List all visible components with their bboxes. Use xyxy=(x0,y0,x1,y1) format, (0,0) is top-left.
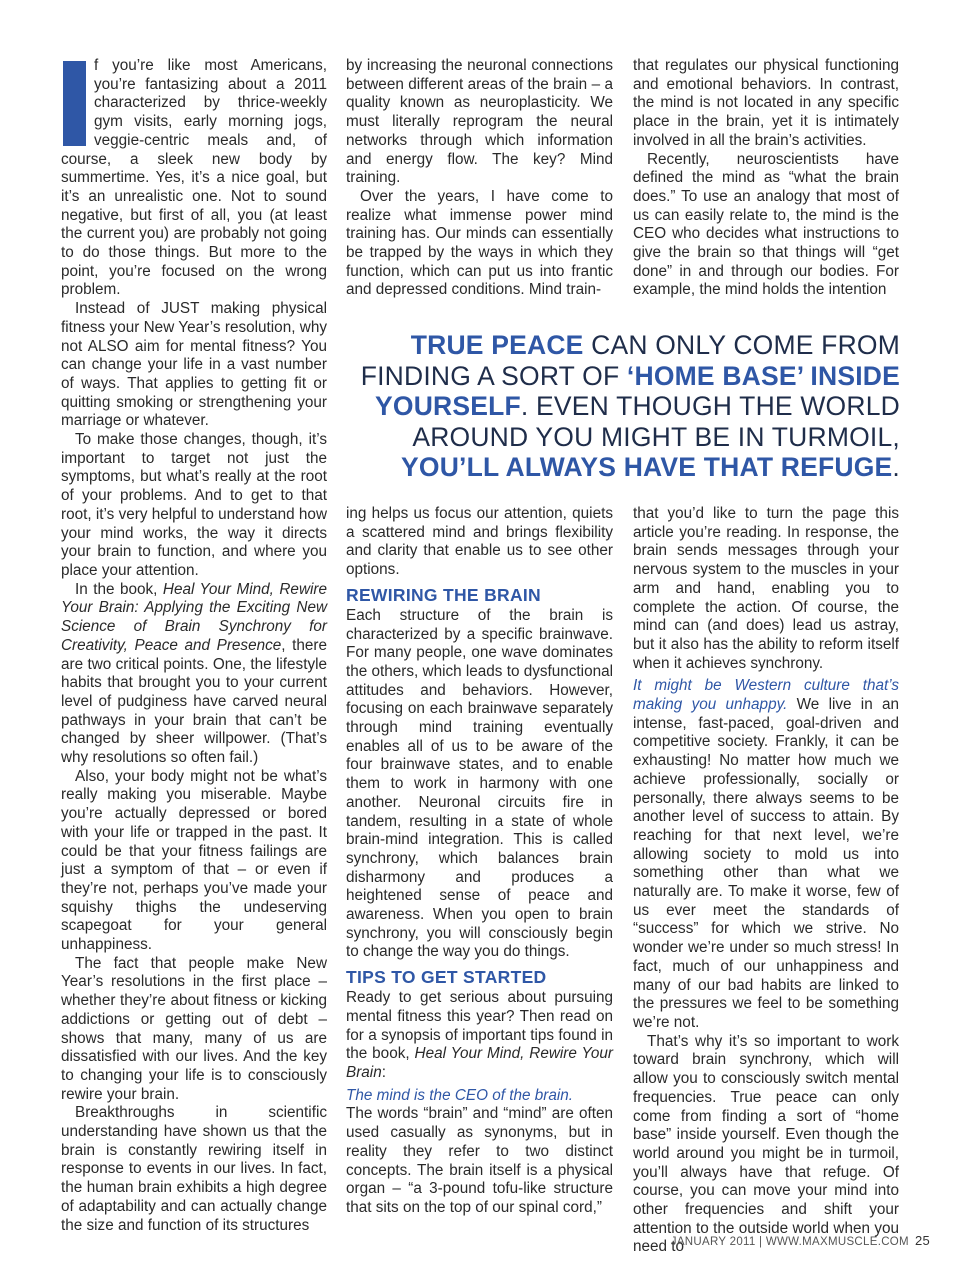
paragraph: that regulates our physical functioning and emotional behaviors. In contrast, the mind is not located in any specific place in the brain, yet it is intimately involved in all the brain’s activities. xyxy=(633,57,899,149)
pull-quote-bold: TRUE PEACE xyxy=(410,330,584,360)
section-heading: TIPS TO GET STARTED xyxy=(346,967,547,988)
paragraph: ing helps us focus our attention, quiets a scattered mind and brings flexibility and clarity that enable us to see other options. xyxy=(346,505,613,579)
pull-quote xyxy=(346,330,900,483)
article-column-1 xyxy=(61,57,327,1234)
paragraph: Breakthroughs in scientific understanding have shown us that the brain is constantly rewiring itself in response to events in our lives. In fact, the human brain exhibits a high degree of adaptability and can actually change the size and function of its structures xyxy=(61,1104,327,1234)
paragraph: Also, your body might not be what’s really making you miserable. Maybe you’re actually depressed or bored with your life or trapped in the past. It could be that your fitness failings are just a symptom of that – or even if they’re not, perhaps you’ve made your squishy thighs the undeserving scapegoat for your general unhappiness. xyxy=(61,767,327,954)
paragraph: The fact that people make New Year’s resolutions in the first place – whether they’re about fitness or kicking addictions or getting out of debt – shows that many, many of us are dissatisfied with our lives. And the key to changing your life is to consciously rewire your brain. xyxy=(61,954,327,1103)
drop-cap-bar xyxy=(63,61,86,146)
article-column-3-bottom xyxy=(633,505,899,1257)
drop-cap-paragraph xyxy=(61,57,327,300)
pull-quote-text: . xyxy=(892,452,900,482)
book-title: Heal Your Mind, Rewire Your Brain: Applying the Exciting New Science of Brain Synchrony for Creativity, Peace and Presence xyxy=(61,580,327,654)
book-title: Heal Your Mind, Rewire Your Brain xyxy=(346,1045,614,1081)
pull-quote-bold: ‘HOME BASE’ INSIDE YOURSELF xyxy=(375,360,900,421)
text-run: Ready to get serious about pursuing mental fitness this year? Then read on for a synopsis of important tips found in the book, xyxy=(346,989,613,1063)
paragraph: To make those changes, though, it’s important to target not just the symptoms, but what’s really at the root of your problems. And to get to that root, it’s very helpful to understand how your mind works, the way it directs your brain to function, and where you place your attention. xyxy=(61,431,327,579)
paragraph xyxy=(633,677,899,1032)
text-run: In the book, xyxy=(75,580,163,598)
article-column-2-top xyxy=(346,57,613,300)
section-heading: REWIRING THE BRAIN xyxy=(346,584,541,605)
paragraph: The words “brain” and “mind” are often used casually as synonyms, but in reality they refer to two distinct concepts. The brain itself is a physical organ – “a 3-pound tofu-like structure that sits on the top of our spinal cord,” xyxy=(346,1105,613,1216)
pull-quote-bold: YOU’LL ALWAYS HAVE THAT REFUGE xyxy=(401,452,893,482)
paragraph: Each structure of the brain is characterized by a specific brainwave. For many people, one wave dominates the others, which leads to dysfunctional attitudes and behaviors. However, focusing on each brainwave separately through mind training eventually enables all of us to be aware of the four brainwave states, and to enable them to work in harmony with one another. Neuronal circuits fire in tandem, resulting in a state of whole brain-mind integration. This is called synchrony, which balances brain disharmony and produces a heightened sense of peace and awareness. When you open to brain synchrony, you will consciously begin to change the way you do things. xyxy=(346,606,614,961)
footer-text: JANUARY 2011 | WWW.MAXMUSCLE.COM xyxy=(670,1236,909,1248)
paragraph: Over the years, I have come to realize what immense power mind training has. Our minds can essentially be trapped by the ways in which they function, which can put us into frantic and depressed conditions. Mind train- xyxy=(346,187,613,299)
text-run: , there are two critical points. One, the lifestyle habits that brought you to your current level of pudginess have carved neural pathways in your brain that can’t be changed by sheer willpower. (That’s why resolutions so often fail.) xyxy=(61,636,327,767)
tip-lead-text: The mind is the CEO of the brain. xyxy=(346,1086,574,1104)
paragraph: f you’re like most Americans, you’re fantasizing about a 2011 characterized by thrice-weekly gym visits, early morning jogs, veggie-centric meals and, of course, a sleek new body by summertime. Yes, it’s a nice goal, but it’s an unrealistic one. Not to sound negative, but first of all, you (at least the current you) are probably not going to do those things. But more to the point, you’re focused on the wrong problem. xyxy=(61,57,327,299)
page-number: 25 xyxy=(914,1233,930,1248)
paragraph xyxy=(346,989,613,1083)
tip-lead-text: It might be Western culture that’s making you unhappy. xyxy=(633,677,899,714)
paragraph: by increasing the neuronal connections between different areas of the brain – a quality known as neuroplasticity. We must literally reprogram the neural networks through which information and energy flow. The key? Mind training. xyxy=(346,57,613,187)
article-column-2-bottom xyxy=(346,505,613,1218)
text-run: : xyxy=(381,1063,386,1081)
pull-quote-text: . EVEN THOUGH THE WORLD AROUND YOU MIGHT BE IN TURMOIL, xyxy=(412,391,900,452)
paragraph: that you’d like to turn the page this article you’re reading. In response, the brain sends messages through your nervous system to the muscles in your arm and hand, enabling you to complete the action. Of course, the mind can (and does) lead us astray, but it also has the ability to reform itself when it achieves synchrony. xyxy=(633,505,899,672)
pull-quote-text: CAN ONLY COME FROM FINDING A SORT OF xyxy=(360,330,900,391)
tip-lead xyxy=(346,1087,613,1106)
article-column-3-top xyxy=(633,57,899,300)
paragraph: Instead of JUST making physical fitness your New Year’s resolution, why not ALSO aim for mental fitness? You can change your life in a vast number of ways. That applies to getting fit or quitting smoking or strengthening your marriage or whatever. xyxy=(61,300,327,430)
paragraph xyxy=(61,581,327,768)
page-footer xyxy=(671,1233,930,1248)
text-run: We live in an intense, fast-paced, goal-driven and competitive society. Frankly, it can be exhausting! No matter how much we achieve professionally, socially or personally, there always seems to be another level of success to attain. By reaching for that next level, we’re allowing society to mold us into something other than what we naturally are. To make it worse, few of us ever meet the standards of “success” for which we strive. No wonder we’re under so much stress! In fact, much of our unhappiness and many of our bad habits are linked to the pressures we feel to be something we’re not. xyxy=(633,696,899,1031)
paragraph: That’s why it’s so important to work toward brain synchrony, which will allow you to consciously switch mental frequencies. True peace can only come from finding a sort of “home base” inside yourself. Even though the world around you might be in turmoil, you’ll always have that refuge. Of course, you can move your mind into other frequencies and shift your attention to the outside world when you need to xyxy=(633,1032,899,1256)
paragraph: Recently, neuroscientists have defined the mind as “what the brain does.” To use an analogy that most of us can easily relate to, the mind is the CEO who decides what instructions to give the brain so that things will “get done” in and through our bodies. For example, the mind holds the intention xyxy=(633,150,899,299)
